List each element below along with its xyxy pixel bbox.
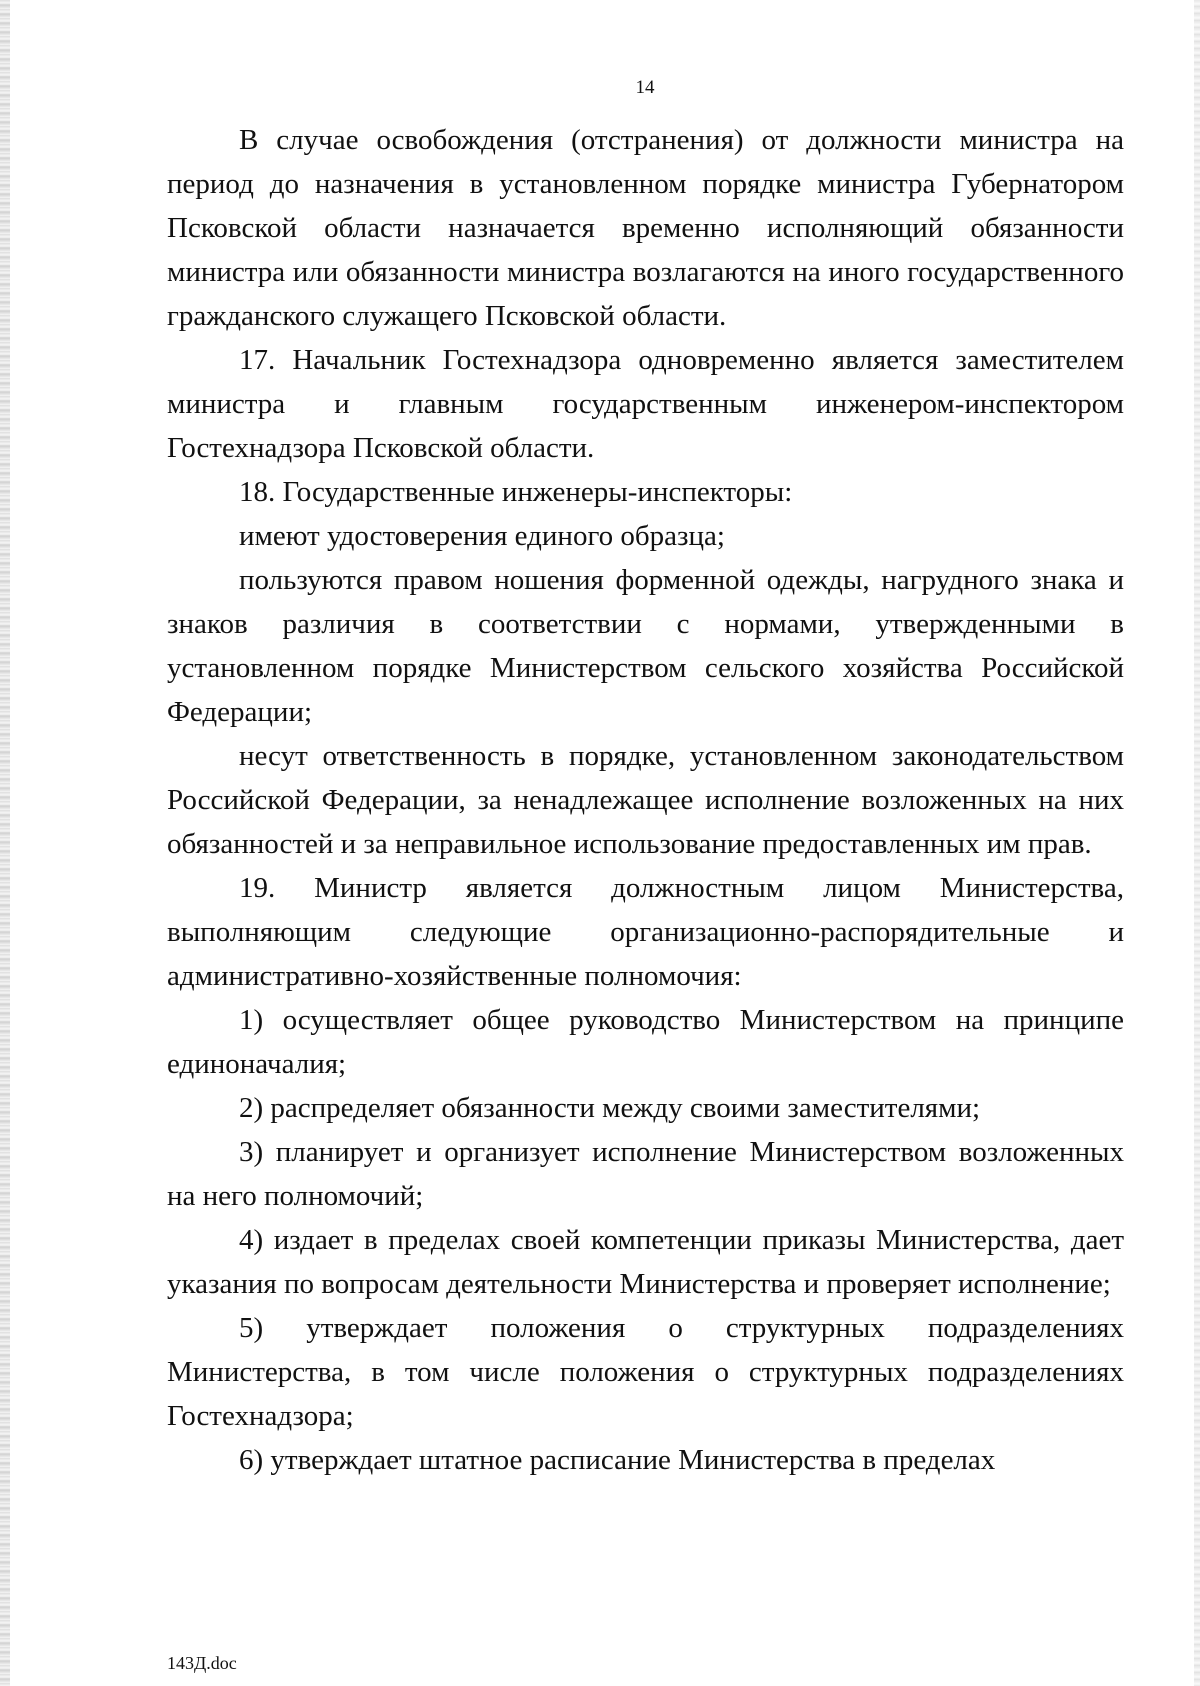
page-number: 14 — [635, 77, 655, 98]
paragraph-18-certificates: имеют удостоверения единого образца; — [239, 520, 725, 552]
paragraph-18-uniform: пользуются правом ношения форменной одежды, нагрудного знака и знаков различия в соответствии с нормами, утвержденными в установленном порядке Министерством сельского хозяйства Российской Федерации; — [167, 564, 1124, 728]
paragraph-19-item-1: 1) осуществляет общее руководство Министерством на принципе единоначалия; — [167, 1004, 1124, 1080]
paragraph-19-item-5: 5) утверждает положения о структурных подразделениях Министерства, в том числе положения о структурных подразделениях Гостехнадзора; — [167, 1312, 1124, 1432]
document-body — [167, 118, 1124, 1482]
footer-filename: 143Д.doc — [167, 1653, 237, 1673]
paragraph-18: 18. Государственные инженеры-инспекторы: — [239, 476, 793, 508]
paragraph-19-item-2: 2) распределяет обязанности между своими заместителями; — [239, 1092, 981, 1124]
paragraph-19-item-3: 3) планирует и организует исполнение Министерством возложенных на него полномочий; — [167, 1136, 1124, 1212]
paragraph-19: 19. Министр является должностным лицом Министерства, выполняющим следующие организационно-распорядительные и административно-хозяйственные полномочия: — [167, 872, 1124, 992]
scan-left-edge — [0, 0, 10, 1686]
paragraph-19-item-6: 6) утверждает штатное расписание Министерства в пределах — [239, 1444, 996, 1476]
paragraph-dismissal: В случае освобождения (отстранения) от должности министра на период до назначения в установленном порядке министра Губернатором Псковской области назначается временно исполняющий обязанности министра или обязанности министра возлагаются на иного государственного гражданского служащего Псковской области. — [167, 124, 1124, 332]
scan-right-edge — [1194, 0, 1200, 1686]
paragraph-18-responsibility: несут ответственность в порядке, установленном законодательством Российской Федерации, за ненадлежащее исполнение возложенных на них обязанностей и за неправильное использование предоставленных им прав. — [167, 740, 1124, 860]
paragraph-19-item-4: 4) издает в пределах своей компетенции приказы Министерства, дает указания по вопросам деятельности Министерства и проверяет исполнение; — [167, 1224, 1124, 1300]
paragraph-17: 17. Начальник Гостехнадзора одновременно является заместителем министра и главным государственным инженером-инспектором Гостехнадзора Псковской области. — [167, 344, 1124, 464]
